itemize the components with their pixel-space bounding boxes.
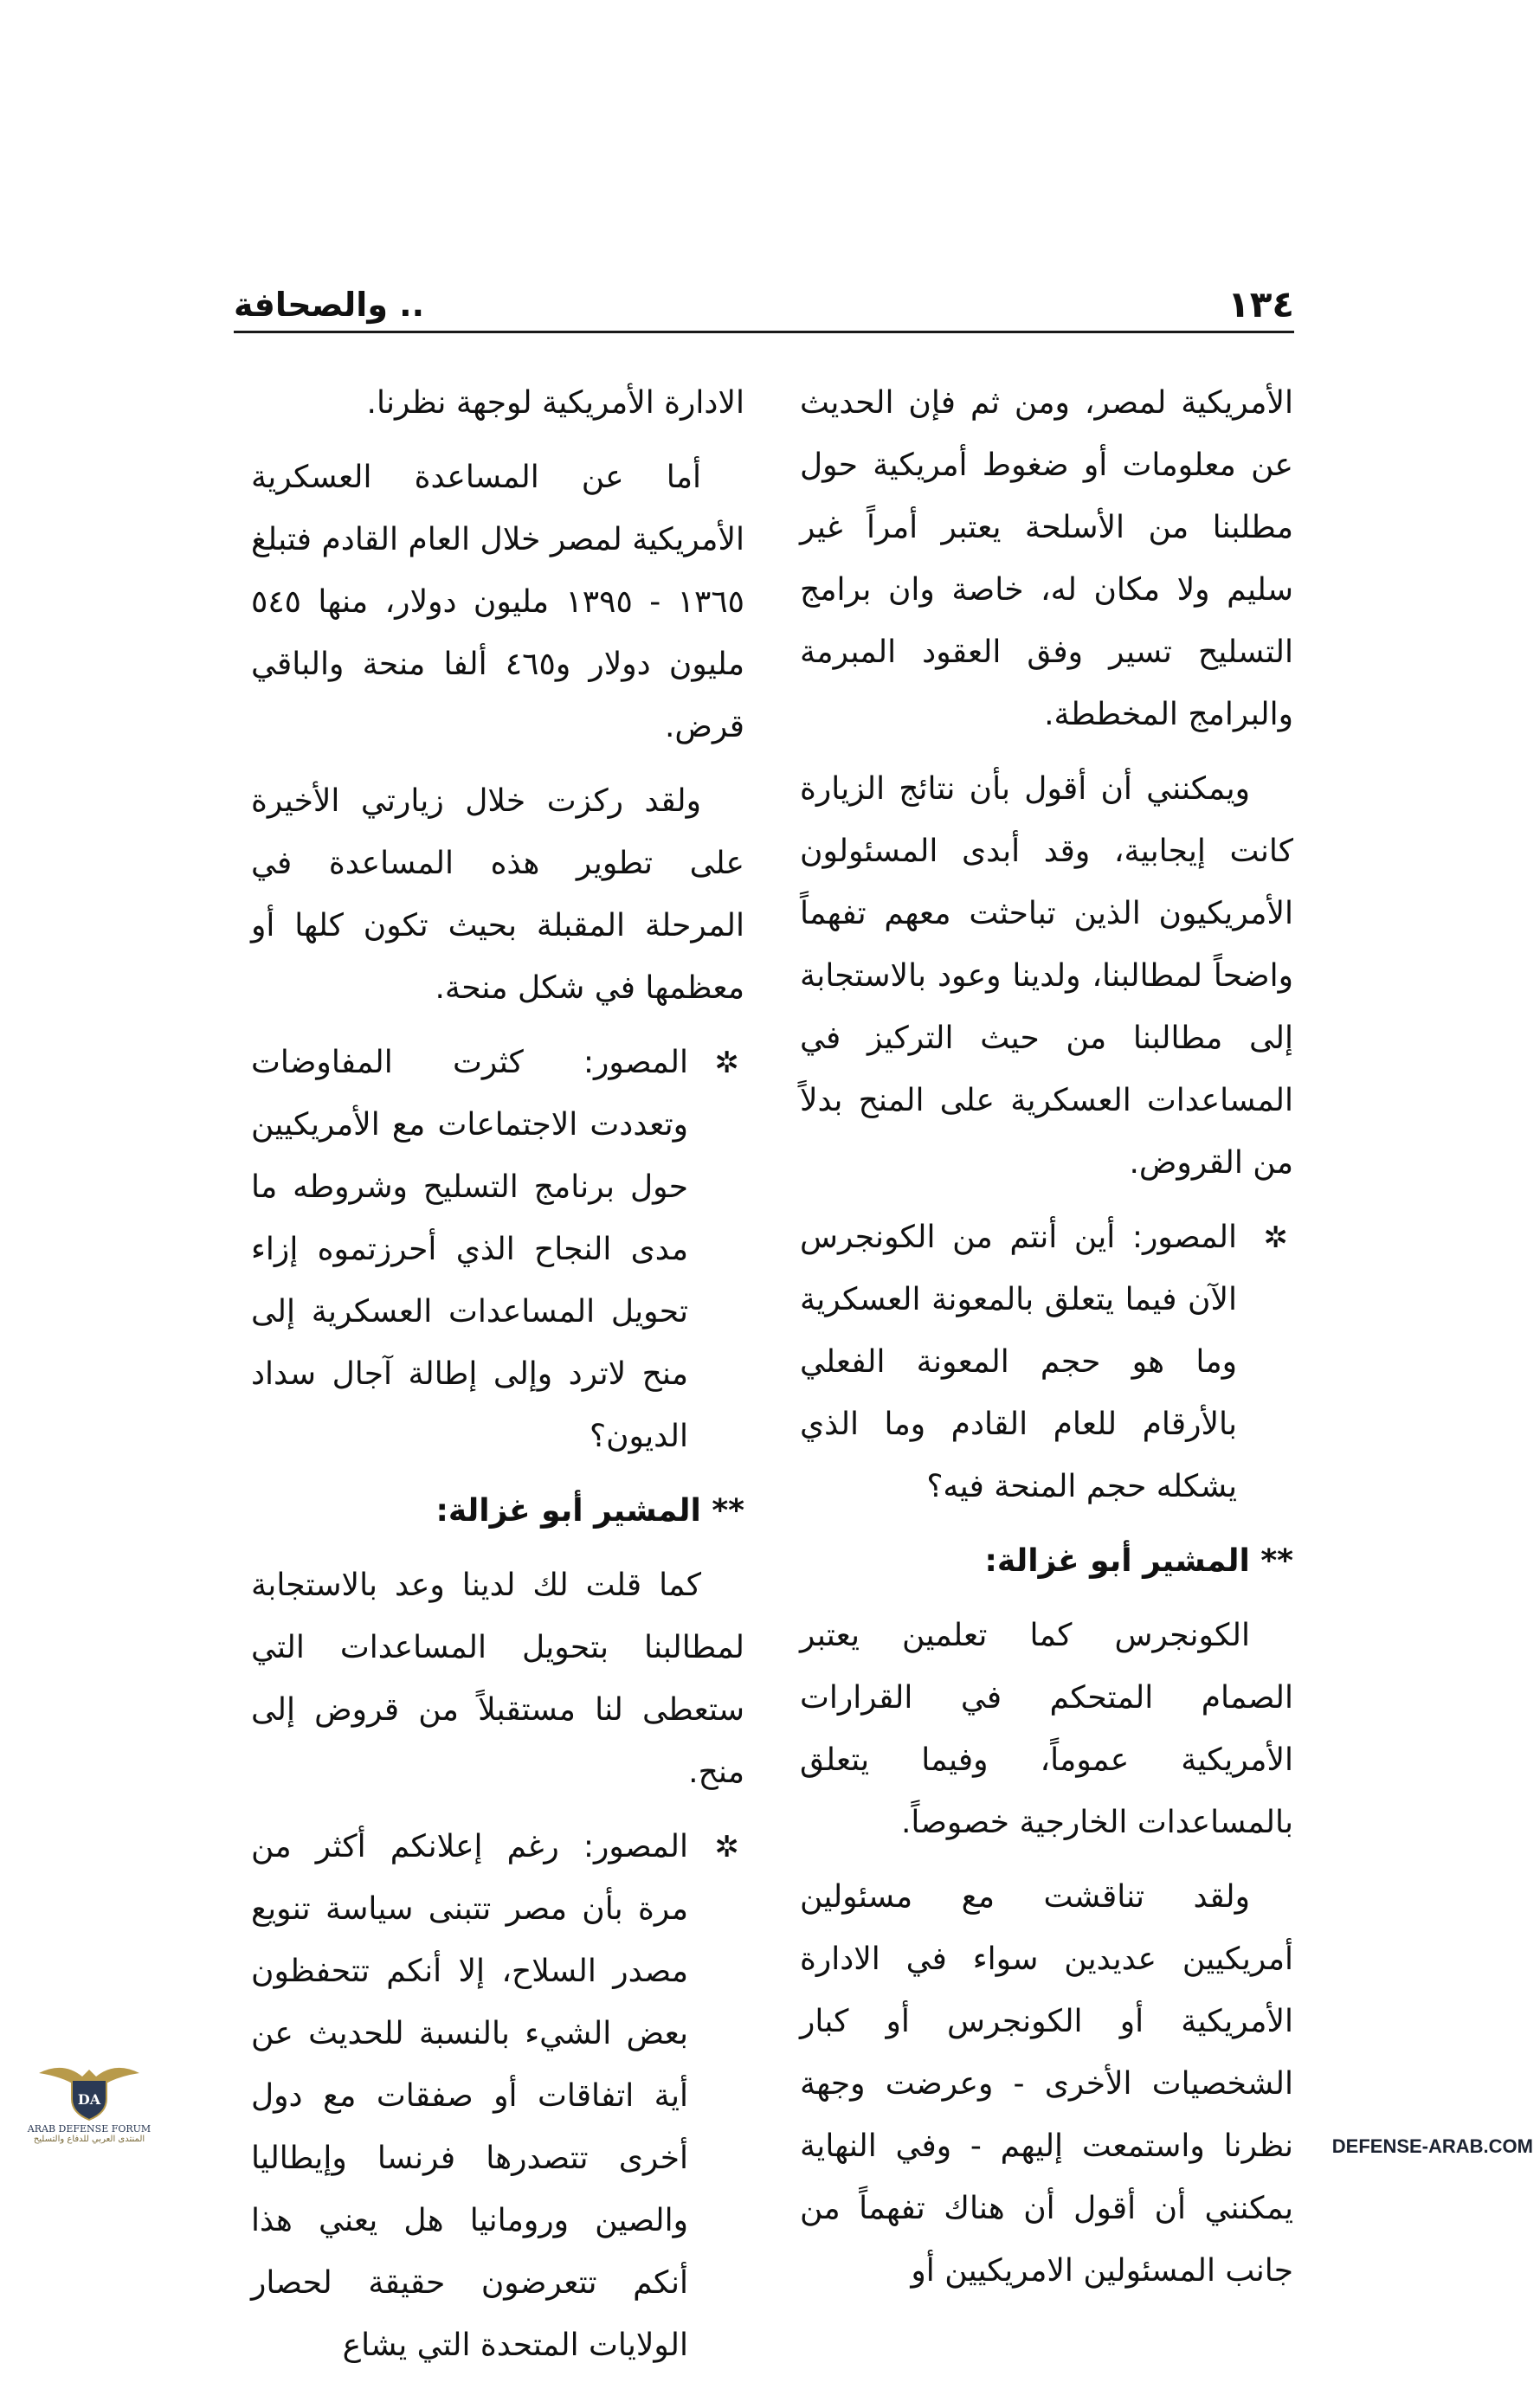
paragraph: الكونجرس كما تعلمين يعتبر الصمام المتحكم في القرارات الأمريكية عموماً، وفيما يتعلق بالمساعدات الخارجية خصوصاً. [800,1618,1293,1840]
paragraph: كما قلت لك لدينا وعد بالاستجابة لمطالبنا بتحويل المساعدات التي ستعطى لنا مستقبلاً من قروض إلى منح. [251,1568,744,1790]
left-column [251,372,744,2389]
running-head: .. والصحافة [234,286,425,324]
question-block [800,1207,1293,1518]
site-watermark: DEFENSE-ARAB.COM [1331,2135,1533,2157]
forum-logo [16,2054,163,2156]
sun-bullet-icon: ✲ [714,1046,739,1080]
logo-subtitle: المنتدى العربي للدفاع والتسليح [33,2135,145,2144]
eagle-shield-icon [37,2054,141,2123]
sun-bullet-icon: ✲ [714,1830,739,1864]
paragraph: ولقد ركزت خلال زيارتي الأخيرة على تطوير هذه المساعدة في المرحلة المقبلة بحيث تكون كلها أو معظمها في شكل منحة. [251,783,744,1006]
answer-heading: ** المشير أبو غزالة: [984,1543,1293,1579]
question-text: المصور: رغم إعلانكم أكثر من مرة بأن مصر تتبنى سياسة تنويع مصدر السلاح، إلا أنكم تتحفظون بعض الشيء بالنسبة للحديث عن أية اتفاقات أو صفقات مع دول أخرى تتصدرها فرنسا وإيطاليا والصين ورومانيا هل يعني هذا أنكم تتعرضون حقيقة لحصار الولايات المتحدة التي يشاع [251,1829,688,2363]
question-text: المصور: كثرت المفاوضات وتعددت الاجتماعات مع الأمريكيين حول برنامج التسليح وشروطه ما مدى النجاح الذي أحرزتموه إزاء تحويل المساعدات العسكرية إلى منح لاترد وإلى إطالة آجال سداد الديون؟ [251,1045,688,1454]
question-block [251,1032,744,1468]
paragraph: أما عن المساعدة العسكرية الأمريكية لمصر خلال العام القادم فتبلغ ١٣٦٥ - ١٣٩٥ مليون دولار، منها ٥٤٥ مليون دولار و٤٦٥ ألفا منحة والباقي قرض. [251,460,744,744]
page-header [234,279,1294,333]
logo-name: ARAB DEFENSE FORUM [27,2123,151,2135]
right-column [800,372,1293,2315]
question-text: المصور: أين أنتم من الكونجرس الآن فيما يتعلق بالمعونة العسكرية وما هو حجم المعونة الفعلي بالأرقام للعام القادم وما الذي يشكله حجم المنحة فيه؟ [800,1220,1237,1504]
answer-heading: ** المشير أبو غزالة: [435,1493,744,1529]
paragraph: الأمريكية لمصر، ومن ثم فإن الحديث عن معلومات أو ضغوط أمريكية حول مطلبنا من الأسلحة يعتبر أمراً غير سليم ولا مكان له، خاصة وان برامج التسليح تسير وفق العقود المبرمة والبرامج المخططة. [800,385,1293,732]
question-block [251,1816,744,2377]
sun-bullet-icon: ✲ [1263,1220,1288,1255]
paragraph: الادارة الأمريكية لوجهة نظرنا. [366,385,744,421]
logo-badge: DA [77,2091,101,2108]
page-number: ١٣٤ [1227,283,1294,325]
paragraph: ويمكنني أن أقول بأن نتائج الزيارة كانت إيجابية، وقد أبدى المسئولون الأمريكيون الذين تباحثت معهم تفهماً واضحاً لمطالبنا، ولدينا وعود بالاستجابة إلى مطالبنا من حيث التركيز في المساعدات العسكرية على المنح بدلاً من القروض. [800,771,1293,1181]
paragraph: ولقد تناقشت مع مسئولين أمريكيين عديدين سواء في الادارة الأمريكية أو الكونجرس أو كبار الشخصيات الأخرى - وعرضت وجهة نظرنا واستمعت إليهم - وفي النهاية يمكنني أن أقول أن هناك تفهماً من جانب المسئولين الامريكيين أو [800,1879,1293,2289]
